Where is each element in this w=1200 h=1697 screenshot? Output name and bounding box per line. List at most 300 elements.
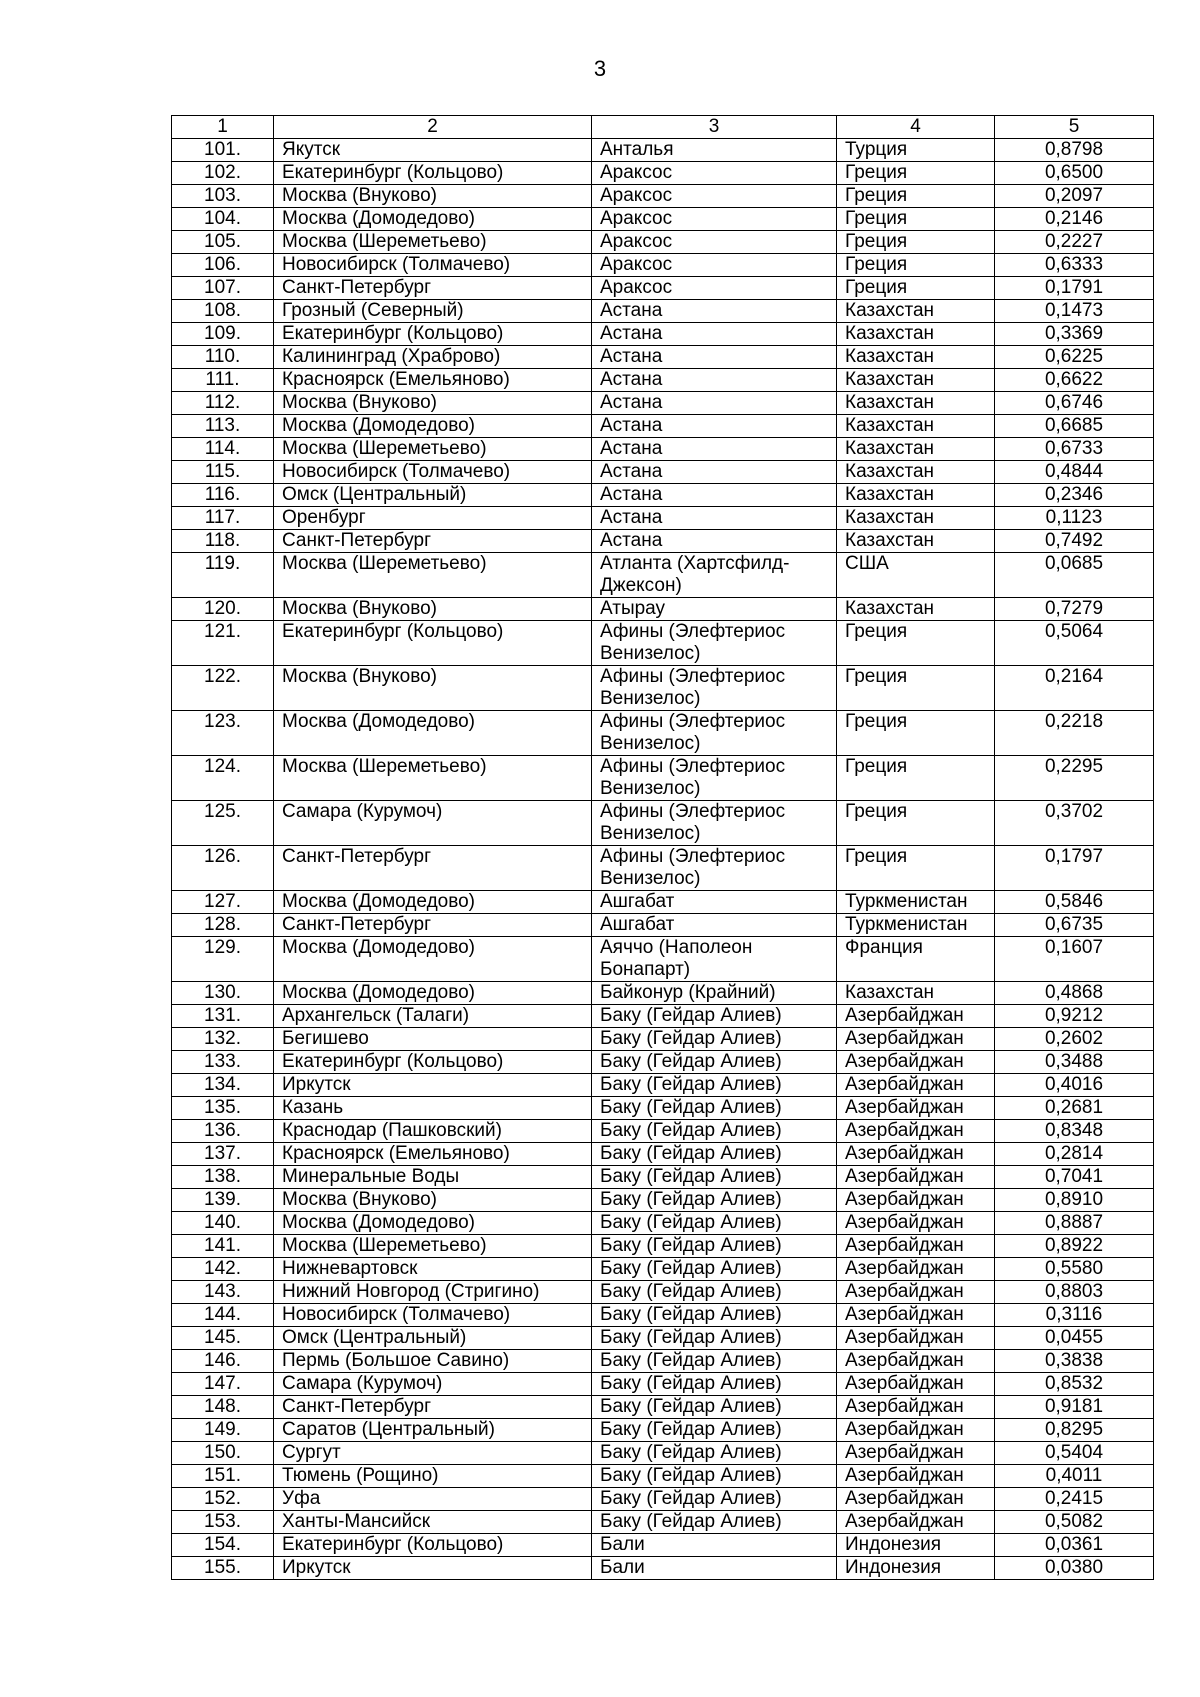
table-row	[172, 369, 1154, 392]
coefficient: 0,4016	[995, 1074, 1154, 1097]
table-row	[172, 507, 1154, 530]
country: Казахстан	[837, 598, 995, 621]
row-number: 117.	[172, 507, 274, 530]
country: Азербайджан	[837, 1304, 995, 1327]
coefficient: 0,0380	[995, 1557, 1154, 1580]
row-number: 111.	[172, 369, 274, 392]
row-number: 141.	[172, 1235, 274, 1258]
row-number: 146.	[172, 1350, 274, 1373]
row-number: 138.	[172, 1166, 274, 1189]
country: Азербайджан	[837, 1005, 995, 1028]
coefficient: 0,6746	[995, 392, 1154, 415]
departure-airport: Москва (Внуково)	[274, 598, 592, 621]
coefficient: 0,9212	[995, 1005, 1154, 1028]
table-row	[172, 598, 1154, 621]
row-number: 149.	[172, 1419, 274, 1442]
departure-airport: Москва (Домодедово)	[274, 208, 592, 231]
country: Азербайджан	[837, 1166, 995, 1189]
table-row	[172, 1051, 1154, 1074]
row-number: 101.	[172, 139, 274, 162]
departure-airport: Красноярск (Емельяново)	[274, 369, 592, 392]
departure-airport: Москва (Домодедово)	[274, 415, 592, 438]
destination-airport: Ашгабат	[592, 914, 837, 937]
departure-airport: Тюмень (Рощино)	[274, 1465, 592, 1488]
destination-airport: Баку (Гейдар Алиев)	[592, 1419, 837, 1442]
country: Казахстан	[837, 300, 995, 323]
departure-airport: Сургут	[274, 1442, 592, 1465]
table-row	[172, 300, 1154, 323]
coefficient: 0,5064	[995, 621, 1154, 666]
row-number: 122.	[172, 666, 274, 711]
destination-airport: Баку (Гейдар Алиев)	[592, 1396, 837, 1419]
destination-airport: Баку (Гейдар Алиев)	[592, 1235, 837, 1258]
table-row	[172, 277, 1154, 300]
table-row	[172, 1097, 1154, 1120]
country: Азербайджан	[837, 1235, 995, 1258]
coefficient: 0,8910	[995, 1189, 1154, 1212]
departure-airport: Казань	[274, 1097, 592, 1120]
table-row	[172, 1166, 1154, 1189]
table-row	[172, 1465, 1154, 1488]
coefficient: 0,5404	[995, 1442, 1154, 1465]
departure-airport: Уфа	[274, 1488, 592, 1511]
country: Греция	[837, 162, 995, 185]
country: Греция	[837, 277, 995, 300]
destination-airport: Баку (Гейдар Алиев)	[592, 1051, 837, 1074]
coefficient: 0,4868	[995, 982, 1154, 1005]
table-row	[172, 1189, 1154, 1212]
destination-airport: Баку (Гейдар Алиев)	[592, 1005, 837, 1028]
destination-airport: Афины (Элефтериос Венизелос)	[592, 621, 837, 666]
coefficient: 0,8798	[995, 139, 1154, 162]
departure-airport: Москва (Внуково)	[274, 392, 592, 415]
departure-airport: Нижний Новгород (Стригино)	[274, 1281, 592, 1304]
departure-airport: Саратов (Центральный)	[274, 1419, 592, 1442]
destination-airport: Баку (Гейдар Алиев)	[592, 1120, 837, 1143]
coefficient: 0,5082	[995, 1511, 1154, 1534]
data-table	[171, 115, 1154, 1580]
country: Греция	[837, 711, 995, 756]
country: Греция	[837, 756, 995, 801]
country: Казахстан	[837, 530, 995, 553]
country: Азербайджан	[837, 1120, 995, 1143]
country: Азербайджан	[837, 1097, 995, 1120]
coefficient: 0,7041	[995, 1166, 1154, 1189]
destination-airport: Афины (Элефтериос Венизелос)	[592, 846, 837, 891]
table-row	[172, 756, 1154, 801]
coefficient: 0,6622	[995, 369, 1154, 392]
row-number: 107.	[172, 277, 274, 300]
coefficient: 0,3116	[995, 1304, 1154, 1327]
table-row	[172, 666, 1154, 711]
departure-airport: Омск (Центральный)	[274, 484, 592, 507]
departure-airport: Омск (Центральный)	[274, 1327, 592, 1350]
row-number: 137.	[172, 1143, 274, 1166]
coefficient: 0,6685	[995, 415, 1154, 438]
coefficient: 0,0361	[995, 1534, 1154, 1557]
coefficient: 0,8887	[995, 1212, 1154, 1235]
row-number: 120.	[172, 598, 274, 621]
destination-airport: Араксос	[592, 162, 837, 185]
country: Греция	[837, 666, 995, 711]
destination-airport: Астана	[592, 300, 837, 323]
destination-airport: Астана	[592, 507, 837, 530]
destination-airport: Астана	[592, 438, 837, 461]
table-row	[172, 415, 1154, 438]
coefficient: 0,7279	[995, 598, 1154, 621]
departure-airport: Ханты-Мансийск	[274, 1511, 592, 1534]
coefficient: 0,3838	[995, 1350, 1154, 1373]
row-number: 145.	[172, 1327, 274, 1350]
departure-airport: Москва (Шереметьево)	[274, 231, 592, 254]
row-number: 124.	[172, 756, 274, 801]
departure-airport: Краснодар (Пашковский)	[274, 1120, 592, 1143]
row-number: 102.	[172, 162, 274, 185]
country: Казахстан	[837, 392, 995, 415]
departure-airport: Иркутск	[274, 1557, 592, 1580]
country: Греция	[837, 231, 995, 254]
country: Азербайджан	[837, 1465, 995, 1488]
destination-airport: Баку (Гейдар Алиев)	[592, 1281, 837, 1304]
table-row	[172, 484, 1154, 507]
country: Азербайджан	[837, 1143, 995, 1166]
coefficient: 0,2681	[995, 1097, 1154, 1120]
departure-airport: Пермь (Большое Савино)	[274, 1350, 592, 1373]
row-number: 103.	[172, 185, 274, 208]
row-number: 123.	[172, 711, 274, 756]
country: Азербайджан	[837, 1258, 995, 1281]
destination-airport: Баку (Гейдар Алиев)	[592, 1166, 837, 1189]
destination-airport: Араксос	[592, 185, 837, 208]
destination-airport: Баку (Гейдар Алиев)	[592, 1327, 837, 1350]
header-cell-1: 1	[172, 116, 274, 139]
departure-airport: Санкт-Петербург	[274, 277, 592, 300]
departure-airport: Москва (Домодедово)	[274, 937, 592, 982]
departure-airport: Якутск	[274, 139, 592, 162]
departure-airport: Москва (Шереметьево)	[274, 1235, 592, 1258]
coefficient: 0,4844	[995, 461, 1154, 484]
country: Казахстан	[837, 982, 995, 1005]
country: Турция	[837, 139, 995, 162]
country: Казахстан	[837, 461, 995, 484]
destination-airport: Анталья	[592, 139, 837, 162]
destination-airport: Араксос	[592, 277, 837, 300]
table-row	[172, 392, 1154, 415]
country: Азербайджан	[837, 1396, 995, 1419]
table-row	[172, 1396, 1154, 1419]
departure-airport: Екатеринбург (Кольцово)	[274, 621, 592, 666]
destination-airport: Афины (Элефтериос Венизелос)	[592, 801, 837, 846]
country: Греция	[837, 801, 995, 846]
destination-airport: Атырау	[592, 598, 837, 621]
table-row	[172, 1488, 1154, 1511]
row-number: 127.	[172, 891, 274, 914]
row-number: 142.	[172, 1258, 274, 1281]
departure-airport: Санкт-Петербург	[274, 914, 592, 937]
row-number: 108.	[172, 300, 274, 323]
destination-airport: Астана	[592, 369, 837, 392]
coefficient: 0,6333	[995, 254, 1154, 277]
country: Казахстан	[837, 507, 995, 530]
row-number: 126.	[172, 846, 274, 891]
destination-airport: Астана	[592, 323, 837, 346]
row-number: 151.	[172, 1465, 274, 1488]
departure-airport: Санкт-Петербург	[274, 1396, 592, 1419]
country: Азербайджан	[837, 1327, 995, 1350]
coefficient: 0,2415	[995, 1488, 1154, 1511]
coefficient: 0,1473	[995, 300, 1154, 323]
departure-airport: Москва (Домодедово)	[274, 982, 592, 1005]
destination-airport: Араксос	[592, 254, 837, 277]
departure-airport: Москва (Внуково)	[274, 185, 592, 208]
country: Азербайджан	[837, 1488, 995, 1511]
table-row	[172, 1212, 1154, 1235]
row-number: 106.	[172, 254, 274, 277]
row-number: 130.	[172, 982, 274, 1005]
destination-airport: Афины (Элефтериос Венизелос)	[592, 666, 837, 711]
table-row	[172, 1534, 1154, 1557]
coefficient: 0,2097	[995, 185, 1154, 208]
row-number: 110.	[172, 346, 274, 369]
country: Азербайджан	[837, 1074, 995, 1097]
coefficient: 0,2295	[995, 756, 1154, 801]
country: Азербайджан	[837, 1051, 995, 1074]
table-row	[172, 346, 1154, 369]
row-number: 136.	[172, 1120, 274, 1143]
table-row	[172, 530, 1154, 553]
coefficient: 0,6735	[995, 914, 1154, 937]
row-number: 105.	[172, 231, 274, 254]
departure-airport: Оренбург	[274, 507, 592, 530]
destination-airport: Афины (Элефтериос Венизелос)	[592, 756, 837, 801]
destination-airport: Баку (Гейдар Алиев)	[592, 1373, 837, 1396]
table-row	[172, 1120, 1154, 1143]
destination-airport: Баку (Гейдар Алиев)	[592, 1350, 837, 1373]
destination-airport: Баку (Гейдар Алиев)	[592, 1189, 837, 1212]
table-row	[172, 323, 1154, 346]
country: Азербайджан	[837, 1281, 995, 1304]
table-row	[172, 1419, 1154, 1442]
coefficient: 0,7492	[995, 530, 1154, 553]
row-number: 140.	[172, 1212, 274, 1235]
destination-airport: Астана	[592, 530, 837, 553]
departure-airport: Минеральные Воды	[274, 1166, 592, 1189]
country: Азербайджан	[837, 1442, 995, 1465]
table-row	[172, 438, 1154, 461]
destination-airport: Баку (Гейдар Алиев)	[592, 1511, 837, 1534]
coefficient: 0,8348	[995, 1120, 1154, 1143]
table-row	[172, 1442, 1154, 1465]
coefficient: 0,1791	[995, 277, 1154, 300]
table-row	[172, 846, 1154, 891]
coefficient: 0,6500	[995, 162, 1154, 185]
country: Франция	[837, 937, 995, 982]
header-cell-4: 4	[837, 116, 995, 139]
departure-airport: Екатеринбург (Кольцово)	[274, 162, 592, 185]
coefficient: 0,2602	[995, 1028, 1154, 1051]
table-row	[172, 461, 1154, 484]
header-row	[172, 116, 1154, 139]
country: Азербайджан	[837, 1212, 995, 1235]
table-row	[172, 801, 1154, 846]
coefficient: 0,8532	[995, 1373, 1154, 1396]
departure-airport: Москва (Внуково)	[274, 1189, 592, 1212]
departure-airport: Москва (Шереметьево)	[274, 438, 592, 461]
departure-airport: Красноярск (Емельяново)	[274, 1143, 592, 1166]
departure-airport: Архангельск (Талаги)	[274, 1005, 592, 1028]
country: Греция	[837, 208, 995, 231]
coefficient: 0,3702	[995, 801, 1154, 846]
row-number: 150.	[172, 1442, 274, 1465]
coefficient: 0,8295	[995, 1419, 1154, 1442]
coefficient: 0,1797	[995, 846, 1154, 891]
table-row	[172, 162, 1154, 185]
row-number: 114.	[172, 438, 274, 461]
country: Греция	[837, 185, 995, 208]
departure-airport: Новосибирск (Толмачево)	[274, 254, 592, 277]
table-row	[172, 208, 1154, 231]
table-row	[172, 1005, 1154, 1028]
header-cell-5: 5	[995, 116, 1154, 139]
destination-airport: Астана	[592, 346, 837, 369]
coefficient: 0,2146	[995, 208, 1154, 231]
departure-airport: Иркутск	[274, 1074, 592, 1097]
row-number: 153.	[172, 1511, 274, 1534]
row-number: 139.	[172, 1189, 274, 1212]
row-number: 133.	[172, 1051, 274, 1074]
table-row	[172, 1281, 1154, 1304]
row-number: 143.	[172, 1281, 274, 1304]
coefficient: 0,2814	[995, 1143, 1154, 1166]
coefficient: 0,8922	[995, 1235, 1154, 1258]
table-row	[172, 1511, 1154, 1534]
departure-airport: Москва (Внуково)	[274, 666, 592, 711]
row-number: 104.	[172, 208, 274, 231]
destination-airport: Баку (Гейдар Алиев)	[592, 1097, 837, 1120]
departure-airport: Москва (Шереметьево)	[274, 756, 592, 801]
departure-airport: Москва (Домодедово)	[274, 891, 592, 914]
table-body	[172, 139, 1154, 1580]
country: Казахстан	[837, 415, 995, 438]
row-number: 129.	[172, 937, 274, 982]
table-row	[172, 553, 1154, 598]
table-row	[172, 185, 1154, 208]
country: Греция	[837, 254, 995, 277]
table-row	[172, 1350, 1154, 1373]
row-number: 147.	[172, 1373, 274, 1396]
table-row	[172, 1074, 1154, 1097]
coefficient: 0,2227	[995, 231, 1154, 254]
departure-airport: Екатеринбург (Кольцово)	[274, 1534, 592, 1557]
table-row	[172, 711, 1154, 756]
table-row	[172, 1304, 1154, 1327]
destination-airport: Байконур (Крайний)	[592, 982, 837, 1005]
destination-airport: Баку (Гейдар Алиев)	[592, 1304, 837, 1327]
table-row	[172, 254, 1154, 277]
destination-airport: Араксос	[592, 231, 837, 254]
country: Индонезия	[837, 1557, 995, 1580]
row-number: 132.	[172, 1028, 274, 1051]
country: Азербайджан	[837, 1350, 995, 1373]
destination-airport: Атланта (Хартсфилд-Джексон)	[592, 553, 837, 598]
coefficient: 0,8803	[995, 1281, 1154, 1304]
departure-airport: Самара (Курумоч)	[274, 801, 592, 846]
destination-airport: Баку (Гейдар Алиев)	[592, 1074, 837, 1097]
departure-airport: Санкт-Петербург	[274, 846, 592, 891]
coefficient: 0,1123	[995, 507, 1154, 530]
destination-airport: Баку (Гейдар Алиев)	[592, 1212, 837, 1235]
departure-airport: Санкт-Петербург	[274, 530, 592, 553]
destination-airport: Ашгабат	[592, 891, 837, 914]
row-number: 131.	[172, 1005, 274, 1028]
table-row	[172, 891, 1154, 914]
country: Азербайджан	[837, 1373, 995, 1396]
row-number: 152.	[172, 1488, 274, 1511]
country: Казахстан	[837, 323, 995, 346]
departure-airport: Калининград (Храброво)	[274, 346, 592, 369]
table-row	[172, 1235, 1154, 1258]
country: Казахстан	[837, 438, 995, 461]
row-number: 112.	[172, 392, 274, 415]
table-header	[172, 116, 1154, 139]
destination-airport: Баку (Гейдар Алиев)	[592, 1258, 837, 1281]
destination-airport: Астана	[592, 461, 837, 484]
coefficient: 0,5580	[995, 1258, 1154, 1281]
destination-airport: Астана	[592, 392, 837, 415]
row-number: 116.	[172, 484, 274, 507]
departure-airport: Грозный (Северный)	[274, 300, 592, 323]
row-number: 109.	[172, 323, 274, 346]
row-number: 135.	[172, 1097, 274, 1120]
row-number: 121.	[172, 621, 274, 666]
header-cell-2: 2	[274, 116, 592, 139]
table-row	[172, 1143, 1154, 1166]
departure-airport: Москва (Домодедово)	[274, 1212, 592, 1235]
coefficient: 0,0685	[995, 553, 1154, 598]
departure-airport: Екатеринбург (Кольцово)	[274, 1051, 592, 1074]
table-row	[172, 1373, 1154, 1396]
row-number: 125.	[172, 801, 274, 846]
destination-airport: Аяччо (Наполеон Бонапарт)	[592, 937, 837, 982]
coefficient: 0,3488	[995, 1051, 1154, 1074]
country: Азербайджан	[837, 1189, 995, 1212]
coefficient: 0,4011	[995, 1465, 1154, 1488]
table-row	[172, 914, 1154, 937]
table-row	[172, 982, 1154, 1005]
destination-airport: Баку (Гейдар Алиев)	[592, 1028, 837, 1051]
coefficient: 0,2346	[995, 484, 1154, 507]
table-row	[172, 1258, 1154, 1281]
coefficient: 0,6225	[995, 346, 1154, 369]
destination-airport: Бали	[592, 1534, 837, 1557]
coefficient: 0,6733	[995, 438, 1154, 461]
country: Туркменистан	[837, 891, 995, 914]
row-number: 119.	[172, 553, 274, 598]
row-number: 134.	[172, 1074, 274, 1097]
country: Казахстан	[837, 484, 995, 507]
departure-airport: Самара (Курумоч)	[274, 1373, 592, 1396]
table-row	[172, 1557, 1154, 1580]
destination-airport: Афины (Элефтериос Венизелос)	[592, 711, 837, 756]
row-number: 148.	[172, 1396, 274, 1419]
departure-airport: Москва (Шереметьево)	[274, 553, 592, 598]
country: Туркменистан	[837, 914, 995, 937]
header-cell-3: 3	[592, 116, 837, 139]
table-row	[172, 1327, 1154, 1350]
departure-airport: Бегишево	[274, 1028, 592, 1051]
coefficient: 0,9181	[995, 1396, 1154, 1419]
departure-airport: Новосибирск (Толмачево)	[274, 461, 592, 484]
